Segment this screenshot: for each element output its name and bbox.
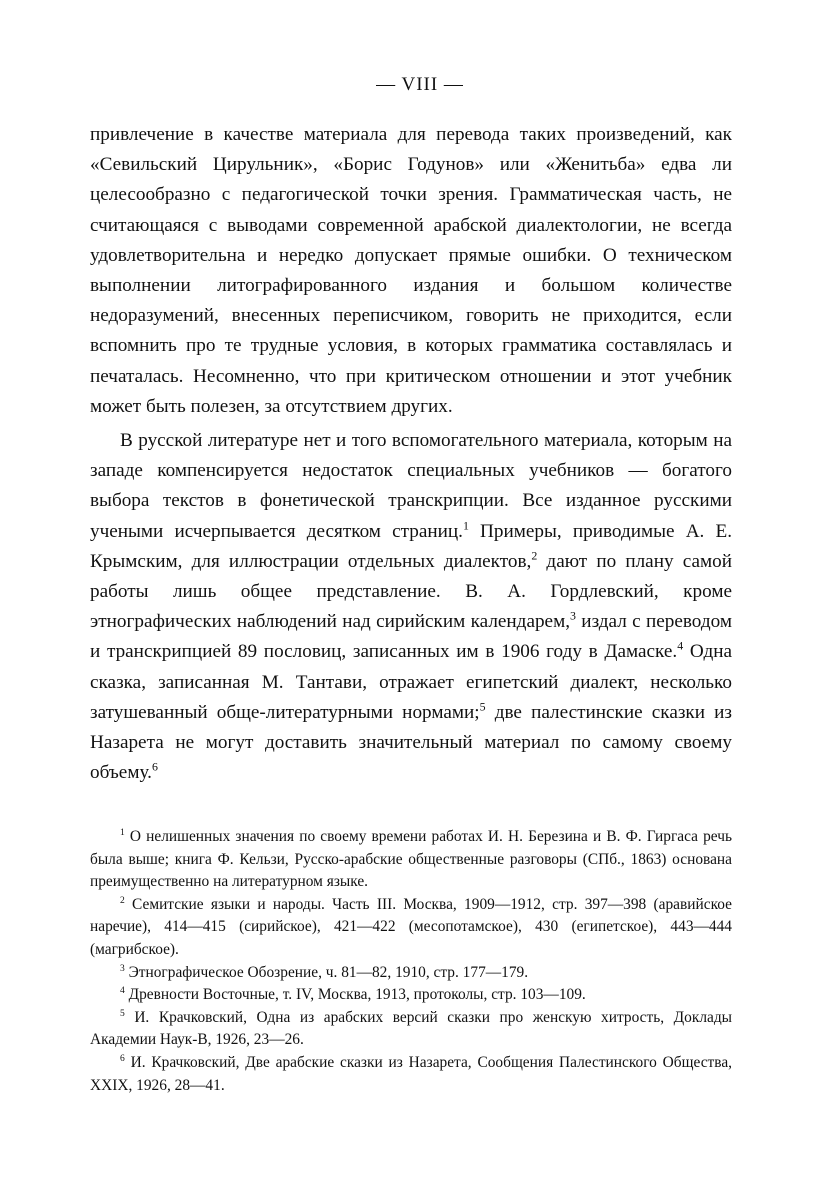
footnote-text: Семитские языки и народы. Часть III. Москва, 1909—1912, стр. 397—398 (аравийское наречие), 414—415 (сирийское), 421—422 (месопотамское), 430 (египетское), 443—444 (магрибское). <box>90 895 732 958</box>
footnote-number: 4 <box>120 985 125 997</box>
footnote-2 <box>90 894 732 962</box>
footnote-ref-4: 4 <box>677 639 684 654</box>
footnote-5 <box>90 1007 732 1052</box>
footnote-number: 1 <box>120 826 125 838</box>
footnote-number: 6 <box>120 1052 125 1064</box>
footnote-3 <box>90 962 732 985</box>
paragraph-2-segment: издал с переводом и транскрипцией 89 пословиц, записанных им в 1906 году в Дамаске. <box>90 611 732 663</box>
footnote-text: И. Крачковский, Одна из арабских версий сказки про женскую хитрость, Доклады Академии Наук-В, 1926, 23—26. <box>90 1008 732 1049</box>
paragraph-2 <box>90 426 732 788</box>
paragraph-2-segment: дают по плану самой работы лишь общее представление. В. А. Гордлевский, кроме этнографических наблюдений над сирийским календарем, <box>90 550 732 633</box>
paragraph-1: привлечение в качестве материала для перевода таких произведений, как «Севильский Цирульник», «Борис Годунов» или «Женитьба» едва ли целесообразно с педагогической точки зрения. Грамматическая часть, не считающаяся с выводами современной арабской диалектологии, не всегда удовлетворительна и нередко допускает прямые ошибки. О техническом выполнении литографированного издания и большом количестве недоразумений, внесенных переписчиком, говорить не приходится, если вспомнить про те трудные условия, в которых грамматика составлялась и печаталась. Несомненно, что при критическом отношении и этот учебник может быть полезен, за отсутствием других. <box>90 124 732 417</box>
footnote-text: И. Крачковский, Две арабские сказки из Назарета, Сообщения Палестинского Общества, XXIX, 1926, 28—41. <box>90 1053 732 1094</box>
paragraph-2-segment: В русской литературе нет и того вспомогательного материала, которым на западе компенсируется недостаток специальных учебников — богатого выбора текстов в фонетической транскрипции. Все изданное русскими учеными исчерпывается десятком страниц. <box>90 430 732 542</box>
page-number: — VIII — <box>376 74 464 95</box>
footnote-ref-1: 1 <box>462 518 469 533</box>
footnote-ref-5: 5 <box>479 699 486 714</box>
footnote-ref-2: 2 <box>531 548 538 563</box>
footnote-text: Древности Восточные, т. IV, Москва, 1913, протоколы, стр. 103—109. <box>124 986 586 1004</box>
footnote-text: Этнографическое Обозрение, ч. 81—82, 1910, стр. 177—179. <box>124 963 529 981</box>
footnote-number: 2 <box>120 894 125 906</box>
footnote-text: О нелишенных значения по своему времени работах И. Н. Березина и В. Ф. Гиргаса речь была выше; книга Ф. Кельзи, Русско-арабские общественные разговоры (СПб., 1863) основана преимущественно на литературном языке. <box>90 828 732 891</box>
paragraph-2-segment: Одна сказка, записанная М. Тантави, отражает египетский диалект, несколько затушеванный обще-литературными нормами; <box>90 641 732 723</box>
paragraph-2-segment: две палестинские сказки из Назарета не могут доставить значительный материал по самому своему объему. <box>90 701 732 784</box>
main-text <box>90 120 732 788</box>
footnote-6 <box>90 1052 732 1097</box>
paragraph-2-segment: Примеры, приводимые А. Е. Крымским, для иллюстрации отдельных диалектов, <box>90 520 733 572</box>
footnote-number: 5 <box>120 1007 125 1019</box>
footnote-number: 3 <box>120 962 125 974</box>
footnote-4 <box>90 984 732 1007</box>
footnote-1 <box>90 826 732 894</box>
footnotes <box>90 826 732 1097</box>
footnote-ref-6: 6 <box>151 759 158 774</box>
footnote-ref-3: 3 <box>570 608 576 623</box>
